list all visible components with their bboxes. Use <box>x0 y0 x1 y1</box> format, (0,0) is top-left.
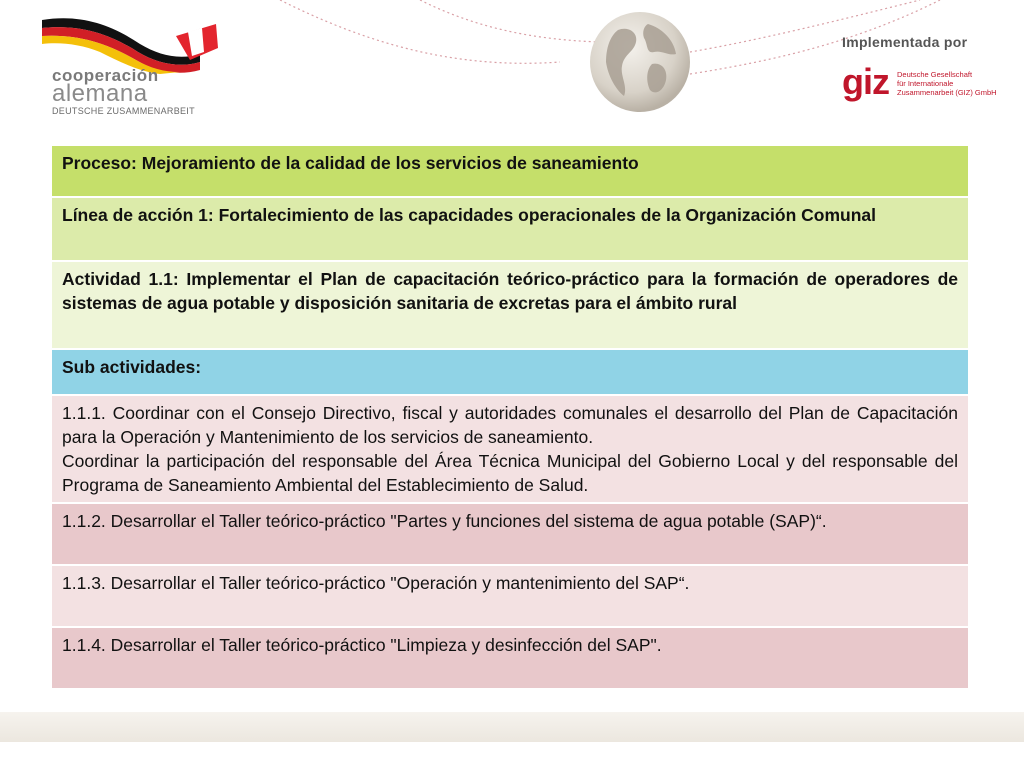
table-row <box>52 627 968 689</box>
table-row-actividad <box>52 261 968 349</box>
table-row <box>52 503 968 565</box>
table-row-sub-actividades <box>52 349 968 395</box>
sub-item-1-text: 1.1.1. Coordinar con el Consejo Directivo, fiscal y autoridades comunales el desarrollo del Plan de Capacitación para la Operación y Mantenimiento de los servicios de saneamiento. <box>62 403 958 447</box>
logo-line-cooperacion: cooperación <box>52 66 159 85</box>
actividad-cell: Actividad 1.1: Implementar el Plan de capacitación teórico-práctico para la formación de operadores de sistemas de agua potable y disposición sanitaria de excretas para el ámbito rural <box>52 261 968 349</box>
sub-actividades-label: Sub actividades: <box>52 349 968 395</box>
giz-text-line: Zusammenarbeit (GIZ) GmbH <box>897 88 997 97</box>
table-row-linea-accion <box>52 197 968 261</box>
sub-item-3-cell: 1.1.3. Desarrollar el Taller teórico-práctico "Operación y mantenimiento del SAP“. <box>52 565 968 627</box>
footer-band <box>0 712 1024 742</box>
sub-item-1-cell <box>52 395 968 503</box>
sub-item-4-cell: 1.1.4. Desarrollar el Taller teórico-práctico "Limpieza y desinfección del SAP". <box>52 627 968 689</box>
giz-logo: giz <box>842 61 889 102</box>
linea-accion-cell: Línea de acción 1: Fortalecimiento de las capacidades operacionales de la Organización Comunal <box>52 197 968 261</box>
sub-item-2-cell: 1.1.2. Desarrollar el Taller teórico-práctico "Partes y funciones del sistema de agua potable (SAP)“. <box>52 503 968 565</box>
table-row <box>52 395 968 503</box>
sub-item-1-text2: Coordinar la participación del responsable del Área Técnica Municipal del Gobierno Local y del responsable del Programa de Saneamiento Ambiental del Establecimiento de Salud. <box>62 451 958 495</box>
logo-line-alemana: alemana <box>52 80 148 107</box>
implementada-por-label: Implementada por <box>842 34 968 50</box>
flag-ribbon-icon <box>40 14 230 74</box>
giz-text-line: Deutsche Gesellschaft <box>897 70 973 79</box>
proceso-cell: Proceso: Mejoramiento de la calidad de los servicios de saneamiento <box>52 146 968 197</box>
cooperacion-alemana-logo <box>40 14 240 124</box>
giz-text-line: für Internationale <box>897 79 954 88</box>
table-row-proceso <box>52 146 968 197</box>
activity-table <box>52 146 968 690</box>
table-row <box>52 565 968 627</box>
logo-line-deutsche: DEUTSCHE ZUSAMMENARBEIT <box>52 106 195 116</box>
giz-logo-text <box>897 70 997 97</box>
globe-icon <box>588 10 692 114</box>
